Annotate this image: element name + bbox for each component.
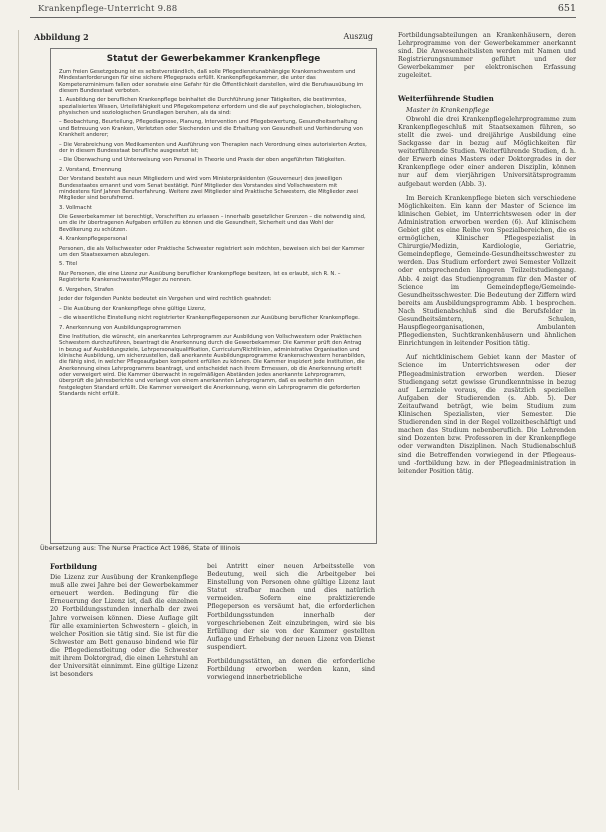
body-paragraph: bei Antritt einer neuen Arbeitsstelle von Bedeutung, weil sich die Arbeitgeber bei Einstellung von Personen ohne gültige Lizenz laut Statut strafbar machen und dies natürlich vermeiden. Sofern eine praktizierende Pflegeperson es versäumt hat, die erforderlichen Fortbildungsstunden innerhalb der vorgeschriebenen Zeit einzubringen, wird sie bis Erfüllung der sie von der Kammer gestellten Auflage und Erhebung der neuen Lizenz von Dienst suspendiert. (207, 563, 375, 651)
section-heading-weiterfuehrende-studien: Weiterführende Studien (398, 93, 494, 103)
body-paragraph: Auf nichtklinischem Gebiet kann der Master of Science im Unterrichtswesen oder der Pflegeadministration erworben werden. Dieser Studiengang setzt gewisse Grundkenntnisse in bezug auf Lernziele voraus, die zusätzlich speziellen Aufgaben der Studierenden (s. Abb. 5). Der Zeitaufwand beträgt, wie beim Studium zum Klinischen Spezialisten, vier Semester. Die Studierenden sind in der Regel vollzeitbeschäftigt und machen das Studium nebenberuflich. Die Lehrenden sind Dozenten bzw. Professoren in der Krankenpflege oder verwandten Disziplinen. Nach Studienabschluß sind die Betreffenden vorwiegend in der Pflegeaus- und -fortbildung bzw. in der Pflegeadministration in leitender Position tätig. (398, 354, 576, 475)
subheading-master: Master in Krankenpflege (406, 105, 490, 114)
column-b-body (207, 563, 375, 682)
column-middle (207, 563, 375, 688)
figure-paragraph: Zum freien Gesetzgebung ist es selbstverständlich, daß solle Pflegedienstunabhängige Krankenschwestern und Mindestanforderungen für eine sichere Pflegepraxis erfüllt. Krankenpflegekammer, die unter das Kompetenzminimum fallen oder sonstwie eine Gefahr für die Öffentlichkeit darstellen, wird die Berufsausübung im diesem Bundesstaat verboten. (59, 69, 364, 94)
body-paragraph: Im Bereich Krankenpflege bieten sich verschiedene Möglichkeiten. Ein kann der Master of Science im klinischen Gebiet, im Unterrichtswesen oder in der Administration erworben werden (6). Auf klinischem Gebiet gibt es eine Reihe von Spezialbereichen, die es ermöglichen, Klinischer Pflegespezialist in Chirurgie/Medizin, Kardiologie, Geriatrie, Gemeindepflege, Gemeinde-Gesundheitsschwester zu werden. Das Studium erfordert zwei Semester Vollzeit oder entsprechenden längeren Teilzeitstudiengang. Abb. 4 zeigt das Studienprogramm für den Master of Science im Gemeindepflege/Gemeinde-Gesundheitsschwester. Die Bedeutung der Ziffern wird bereits am Ausbildungsprogramm Abb. 1 besprochen. Nach Studienabschluß sind die Berufsfelder in Gesundheitsämtern, Schulen, Hauspflegeorganisationen, Ambulanten Pflegediensten, Suchtkrankenhäusern und ähnlichen Einrichtungen in leitender Position tätig. (398, 194, 576, 348)
figure-tag: Auszug (343, 32, 373, 41)
figure-paragraph: 2. Vorstand, Ernennung (59, 166, 122, 173)
figure-label: Abbildung 2 (34, 32, 89, 42)
figure-paragraph: 6. Vergehen, Strafen (59, 286, 114, 293)
figure-paragraph: – Beobachtung, Beurteilung, Pflegediagnose, Planung, Intervention und Pflegebewertung, Gesundheitserhaltung und Betreuung von Kranken, Verletzten oder Siechenden und die Erhaltung von Gesundheit und Verhinderung von Krankheit anderer; (59, 119, 363, 139)
body-paragraph: Fortbildungsstätten, an denen die erforderliche Fortbildung erworben werden kann, sind vorwiegend innerbetriebliche (207, 658, 375, 682)
figure-caption: Übersetzung aus: The Nurse Practice Act 1986, State of Illinois (40, 544, 241, 552)
figure-paragraph: 5. Titel (59, 261, 78, 268)
figure-paragraph: 3. Vollmacht (59, 204, 92, 211)
figure-paragraph: – Die Ausübung der Krankenpflege ohne gültige Lizenz, (59, 305, 206, 312)
column-a-body (50, 574, 198, 679)
figure-2 (30, 32, 375, 552)
figure-paragraph: Personen, die als Vollschwester oder Praktische Schwester registriert sein möchten, beweisen sich bei der Kammer um den Staatsexamen abzulegen. (59, 245, 365, 258)
section-heading-fortbildung: Fortbildung (50, 562, 97, 571)
figure-paragraph: – Die Überwachung und Unterweisung von Personal in Theorie und Praxis der oben angeführten Tätigkeiten. (59, 157, 346, 164)
figure-paragraph: Jeder der folgenden Punkte bedeutet ein Vergehen und wird rechtlich geahndet: (59, 296, 272, 303)
figure-title: Statut der Gewerbekammer Krankenpflege (106, 54, 321, 64)
figure-paragraph: – die wissentliche Einstellung nicht registrierter Krankenpflegepersonen zur Ausübung beruflicher Krankenpflege. (59, 315, 360, 322)
running-header (30, 3, 576, 18)
figure-paragraph: 7. Anerkennung von Ausbildungsprogrammen (59, 324, 181, 331)
figure-paragraph: Nur Personen, die eine Lizenz zur Ausübung beruflicher Krankenpflege besitzen, ist es erlaubt, sich R. N. – Registrierte Krankenschwester/Pfleger zu nennen. (59, 270, 341, 284)
figure-box (50, 48, 377, 544)
figure-body (59, 69, 367, 400)
column-c-body (398, 116, 576, 476)
figure-paragraph: 4. Krankenpflegepersonal (59, 236, 127, 243)
journal-title: Krankenpflege-Unterricht 9.88 (38, 4, 178, 14)
figure-paragraph: Der Vorstand besteht aus neun Mitgliedern und wird vom Ministerpräsidenten (Gouverneur) des jeweiligen Bundesstaates ernannt und vom Senat bestätigt. Fünf Mitglieder des Vorstandes sind Vollschwestern mit mindestens fünf Jahren Berufserfahrung. Weitere zwei Mitglieder sind Praktische Schwestern, die Mitglieder zwei Mitglieder sind berufsfremd. (59, 176, 359, 202)
page-number: 651 (557, 3, 576, 14)
column-right (398, 32, 576, 482)
column-c-intro: Fortbildungsabteilungen an Krankenhäusern, deren Lehrprogramme von der Gewerbekammer anerkannt sind. Die Anwesenheitslisten werden mit Namen und Registrierungsnummer geführt und der Gewerbekammer per elektronischen Erfassung zugeleitet. (398, 32, 576, 80)
figure-paragraph: Eine Institution, die wünscht, ein anerkanntes Lehrprogramm zur Ausbildung von Vollschwestern oder Praktischen Schwestern durchzuführen, beantragt die Anerkennung durch die Gewerbekammer. Die Kammer prüft den Antrag in bezug auf Ausbildungsziele, Lehrpersonalqualifikation, Curriculum/Richtlinien, administrative Organisation und klinische Ausbildung, um sicherzustellen, daß anerkannte Ausbildungsprogramme Krankenschwestern heranbilden, die fähig sind, in welcher Pflegeaufgaben kompetent erfüllen zu können. Die Kammer inspiziert jede Institution, die Anerkennung eines Lehrprogramms beantragt, und entscheidet nach ihrem Ermessen, ob die Anerkennung erteilt oder verweigert wird. Die Kammer überwacht in regelmäßigen Abständen jedes anerkannte Lehrprogramm, überprüft die Jahresberichte und verlangt von einem anerkannten Lehrprogramm, daß es weiterhin den festgelegten Standard erfüllt. Die Kammer verweigert die Anerkennung, wenn ein Lehrprogramm die geforderten Standards nicht erfüllt. (59, 334, 366, 397)
figure-paragraph: Die Gewerbekammer ist berechtigt, Vorschriften zu erlassen – innerhalb gesetzlicher Grenzen – die notwendig sind, um die ihr übertragenen Aufgaben erfüllen zu können und die Gesundheit, Sicherheit und das Wohl der Bevölkerung zu schützen. (59, 214, 366, 233)
binding-margin (0, 30, 19, 790)
body-paragraph: Obwohl die drei Krankenpflegelehrprogramme zum Krankenpflegeschluß mit Staatsexamen führen, so stellt die zwei- und dreijährige Ausbildung eine Sackgasse dar in bezug auf Möglichkeiten für weiterführende Studien. Weiterführende Studien, d. h. der Erwerb eines Masters oder Doktorgrades in der Krankenpflege oder einer anderen Disziplin, können nur auf dem vierjährigen Universitätsprogramm aufgebaut werden (Abb. 3). (398, 115, 576, 188)
column-fortbildung (50, 563, 198, 685)
figure-paragraph: 1. Ausbildung der beruflichen Krankenpflege beinhaltet die Durchführung jener Tätigkeiten, die bestimmtes, spezialisiertes Wissen, Urteilsfähigkeit und Pflegekompetenz erfordern und die auf psychologischen, biologischen, physischen und soziologischen Grundlagen beruhen, als da sind: (59, 97, 362, 116)
body-paragraph: Die Lizenz zur Ausübung der Krankenpflege muß alle zwei Jahre bei der Gewerbekammer erneuert werden. Bedingung für die Erneuerung der Lizenz ist, daß die einzelnen 20 Fortbildungsstunden innerhalb der zwei Jahre vorweisen können. Diese Auflage gilt für alle examinierten Schwestern – gleich, in welcher Position sie tätig sind. Sie ist für die Schwester am Bett genauso bindend wie für die Pflegedienstleitung oder die Schwester mit ihrem Doktorgrad, die einen Lehrstuhl an der Universität einnimmt. Eine gültige Lizenz ist besonders (50, 574, 198, 679)
figure-paragraph: – Die Verabreichung von Medikamenten und Ausführung von Therapien nach Verordnung eines autorisierten Arztes, der in diesem Bundesstaat berufliche ausgesetzt ist; (59, 141, 367, 154)
